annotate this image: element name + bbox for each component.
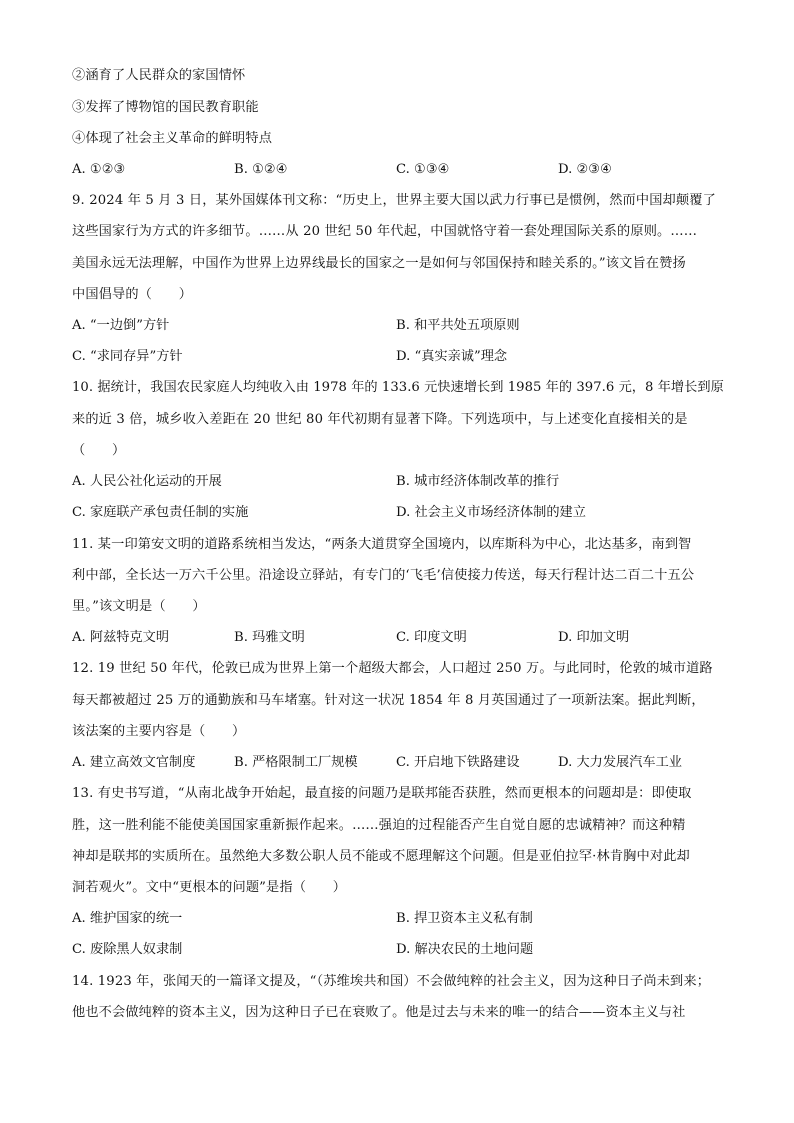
q9-line-3: 美国永远无法理解，中国作为世界上边界线最长的国家之一是如何与邻国保持和睦关系的。”该文旨在赞扬 — [72, 256, 686, 271]
q13-option-d: D. 解决农民的土地问题 — [396, 942, 534, 957]
q13-line-1: 13. 有史书写道，“从南北战争开始起，最直接的问题乃是联邦能否获胜，然而更根本的问题却是：即使取 — [72, 786, 692, 801]
q8-option-b: B. ①②④ — [234, 162, 288, 177]
q10-line-1: 10. 据统计，我国农民家庭人均纯收入由 1978 年的 133.6 元快速增长到 1985 年的 397.6 元，8 年增长到原 — [72, 380, 724, 395]
q12-line-2: 每天都被超过 25 万的通勤族和马车堵塞。针对这一状况 1854 年 8 月英国通过了一项新法案。据此判断， — [72, 693, 705, 708]
q8-statement-2: ②涵育了人民群众的家国情怀 — [72, 68, 246, 83]
q9-option-c: C. “求同存异”方针 — [72, 349, 183, 364]
q11-option-a: A. 阿兹特克文明 — [72, 630, 170, 645]
q13-line-4: 洞若观火”。文中“更根本的问题”是指（ ） — [72, 880, 347, 895]
q13-option-b: B. 捍卫资本主义私有制 — [396, 911, 533, 926]
q8-statement-3: ③发挥了博物馆的国民教育职能 — [72, 100, 259, 115]
q11-option-d: D. 印加文明 — [558, 630, 630, 645]
q14-line-1: 14. 1923 年，张闻天的一篇译文提及，“（苏维埃共和国）不会做纯粹的社会主义，因为这种日子尚未到来； — [72, 974, 711, 989]
q14-line-2: 他也不会做纯粹的资本主义，因为这种日子已在衰败了。他是过去与未来的唯一的结合——资本主义与社 — [72, 1005, 686, 1020]
q13-line-2: 胜，这一胜利能不能使美国国家重新振作起来。……强迫的过程能否产生自觉自愿的忠诚精神？而这种精 — [72, 818, 686, 833]
q11-line-2: 利中部，全长达一万六千公里。沿途设立驿站，有专门的‘飞毛’信使接力传送，每天行程计达二百二十五公 — [72, 568, 695, 583]
q10-option-b: B. 城市经济体制改革的推行 — [396, 474, 560, 489]
q13-option-c: C. 废除黑人奴隶制 — [72, 942, 183, 957]
q9-line-1: 9. 2024 年 5 月 3 日，某外国媒体刊文称：“历史上，世界主要大国以武力行事已是惯例，然而中国却颠覆了 — [72, 193, 716, 208]
q9-option-d: D. “真实亲诚”理念 — [396, 349, 508, 364]
q13-option-a: A. 维护国家的统一 — [72, 911, 183, 926]
q9-line-4: 中国倡导的（ ） — [72, 287, 193, 302]
q10-option-d: D. 社会主义市场经济体制的建立 — [396, 505, 586, 520]
q12-option-b: B. 严格限制工厂规模 — [234, 755, 358, 770]
q11-line-3: 里。”该文明是（ ） — [72, 599, 206, 614]
q11-option-c: C. 印度文明 — [396, 630, 467, 645]
q10-option-a: A. 人民公社化运动的开展 — [72, 474, 222, 489]
q13-line-3: 神却是联邦的实质所在。虽然绝大多数公职人员不能或不愿理解这个问题。但是亚伯拉罕·林肯胸中对此却 — [72, 849, 690, 864]
q11-option-b: B. 玛雅文明 — [234, 630, 305, 645]
q10-option-c: C. 家庭联产承包责任制的实施 — [72, 505, 249, 520]
q8-option-d: D. ②③④ — [558, 162, 612, 177]
q9-line-2: 这些国家行为方式的许多细节。……从 20 世纪 50 年代起，中国就恪守着一套处理国际关系的原则。…… — [72, 224, 698, 239]
q10-line-3: （ ） — [72, 443, 126, 458]
q8-option-c: C. ①③④ — [396, 162, 450, 177]
q12-line-3: 该法案的主要内容是（ ） — [72, 724, 246, 739]
q12-line-1: 12. 19 世纪 50 年代，伦敦已成为世界上第一个超级大都会，人口超过 250 万。与此同时，伦敦的城市道路 — [72, 661, 713, 676]
q10-line-2: 来的近 3 倍，城乡收入差距在 20 世纪 80 年代初期有显著下降。下列选项中，与上述变化直接相关的是 — [72, 412, 688, 427]
q9-option-a: A. “一边倒”方针 — [72, 318, 170, 333]
q8-statement-4: ④体现了社会主义革命的鲜明特点 — [72, 131, 273, 146]
q9-option-b: B. 和平共处五项原则 — [396, 318, 520, 333]
q12-option-d: D. 大力发展汽车工业 — [558, 755, 682, 770]
q12-option-a: A. 建立高效文官制度 — [72, 755, 196, 770]
q8-option-a: A. ①②③ — [72, 162, 126, 177]
q12-option-c: C. 开启地下铁路建设 — [396, 755, 520, 770]
q11-line-1: 11. 某一印第安文明的道路系统相当发达，“两条大道贯穿全国境内，以库斯科为中心，北达基多，南到智 — [72, 537, 692, 552]
